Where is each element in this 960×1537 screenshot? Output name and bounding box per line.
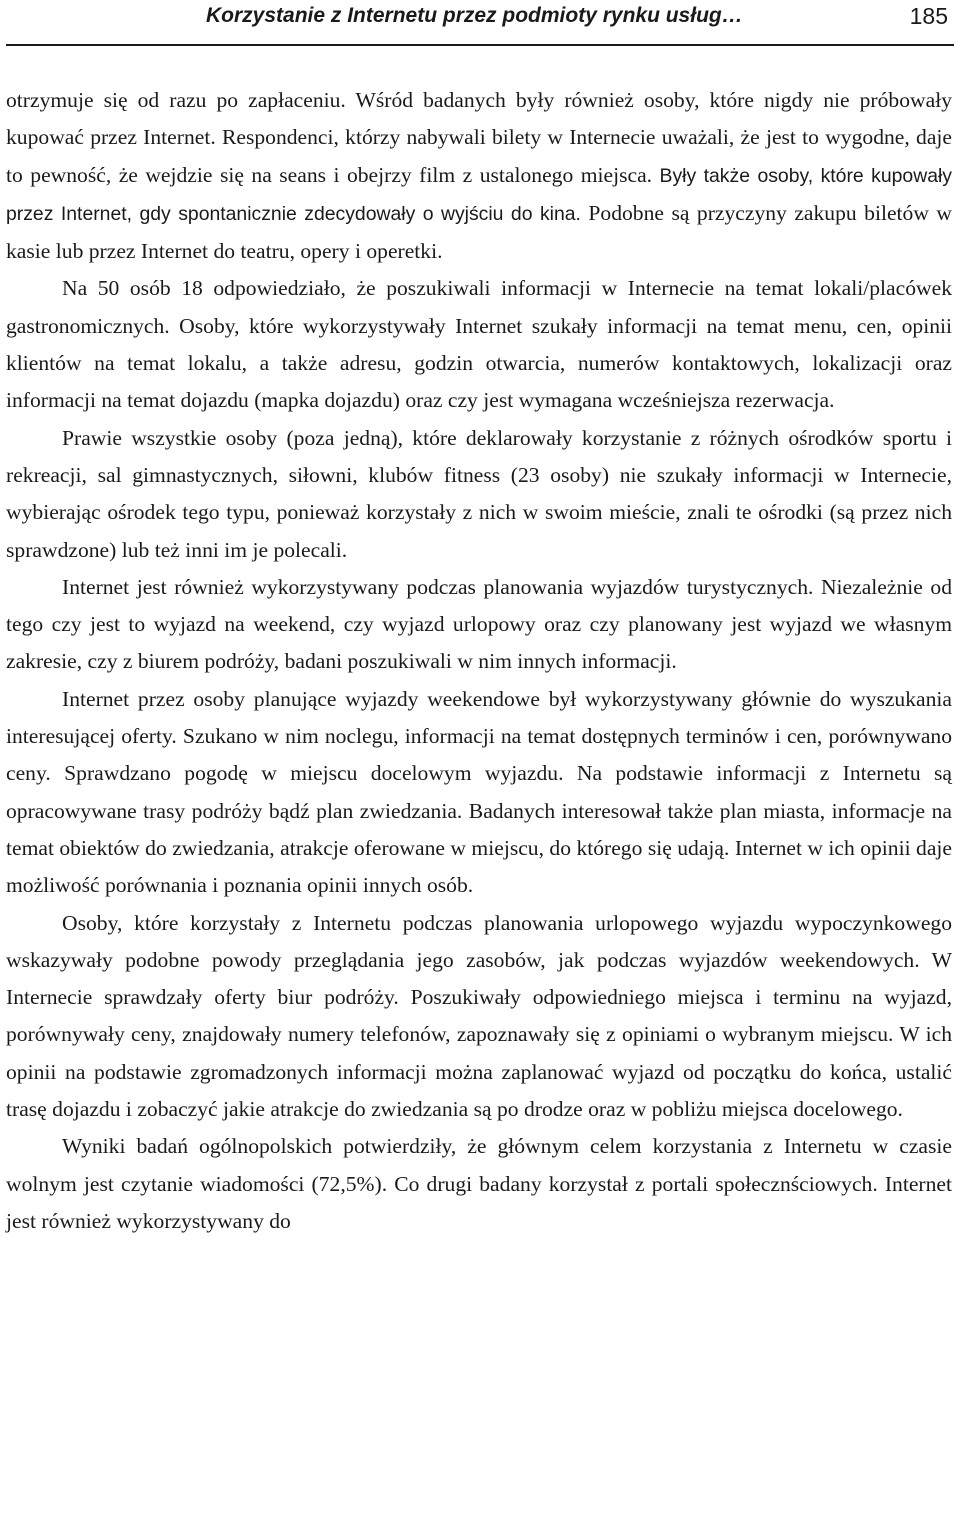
paragraph: [6, 569, 952, 681]
paragraph: [6, 82, 952, 270]
text-run: Na 50 osób 18 odpowiedziało, że poszukiwali informacji w Internecie na temat lokali/placówek gastronomicznych. Osoby, które wykorzystywały Internet szukały informacji na temat menu, cen, opinii klientów na temat lokalu, a także adresu, godzin otwarcia, numerów kontaktowych, lokalizacji oraz informacji na temat dojazdu (mapka dojazdu) oraz czy jest wymagana wcześniejsza rezerwacja.: [6, 276, 952, 413]
text-run: Internet jest również wykorzystywany podczas planowania wyjazdów turystycznych. Niezależnie od tego czy jest to wyjazd na weekend, czy wyjazd urlopowy oraz czy planowany jest wyjazd we własnym zakresie, czy z biurem podróży, badani poszukiwali w nim innych informacji.: [6, 574, 952, 674]
body-text: [6, 82, 952, 1240]
text-run: Podobne są przyczyny zakupu biletów w kasie lub przez Internet do teatru, opery i operetki.: [6, 200, 952, 264]
text-run: Internet przez osoby planujące wyjazdy weekendowe był wykorzystywany głównie do wyszukania interesującej oferty. Szukano w nim noclegu, informacji na temat dostępnych terminów i cen, porównywano ceny. Sprawdzano pogodę w miejscu docelowym wyjazdu. Na podstawie informacji z Internetu są opracowywane trasy podróży bądź plan zwiedzania. Badanych interesował także plan miasta, informacje na temat obiektów do zwiedzania, atrakcje oferowane w miejscu, do którego się udają. Internet w ich opinii daje możliwość porównania i poznania opinii innych osób.: [6, 686, 952, 898]
paragraph: [6, 681, 952, 905]
header-title: Korzystanie z Internetu przez podmioty rynku usług…: [206, 4, 743, 27]
running-header: [6, 0, 954, 46]
text-run: Wyniki badań ogólnopolskich potwierdziły, że głównym celem korzystania z Internetu w czasie wolnym jest czytanie wiadomości (72,5%). Co drugi badany korzystał z portali społecznściowych. Internet jest również wykorzystywany do: [6, 1134, 952, 1233]
paragraph: [6, 1128, 952, 1240]
text-run: Prawie wszystkie osoby (poza jedną), które deklarowały korzystanie z różnych ośrodków sportu i rekreacji, sal gimnastycznych, siłowni, klubów fitness (23 osoby) nie szukały informacji w Internecie, wybierając ośrodek tego typu, ponieważ korzystały z nich w swoim mieście, znali te ośrodki (są przez nich sprawdzone) lub też inni im je polecali.: [6, 425, 952, 562]
text-run: Osoby, które korzystały z Internetu podczas planowania urlopowego wyjazdu wypoczynkowego wskazywały podobne powody przeglądania jego zasobów, jak podczas wyjazdów weekendowych. W Internecie sprawdzały oferty biur podróży. Poszukiwały odpowiedniego miejsca i terminu na wyjazd, porównywały ceny, znajdowały numery telefonów, zapoznawały się z opiniami o wybranym miejscu. W ich opinii na podstawie zgromadzonych informacji można zaplanować wyjazd od początku do końca, ustalić trasę dojazdu i zobaczyć jakie atrakcje do zwiedzania są po drodze oraz w pobliżu miejsca docelowego.: [6, 910, 952, 1122]
paragraph: [6, 270, 952, 419]
paragraph: [6, 905, 952, 1129]
text-run: otrzymuje się od razu po zapłaceniu. Wśród badanych były również osoby, które nigdy nie próbowały kupować przez Internet. Respondenci, którzy nabywali bilety w Internecie uważali, że jest to wygodne, daje to pewność, że wejdzie się na seans i obejrzy film z ustalonego miejsca.: [6, 88, 952, 187]
page-number: 185: [909, 3, 948, 29]
paragraph: [6, 420, 952, 569]
text-run-sans: Były także osoby, które kupowały przez Internet, gdy spontanicznie zdecydowały o wyjściu do kina.: [6, 164, 952, 225]
